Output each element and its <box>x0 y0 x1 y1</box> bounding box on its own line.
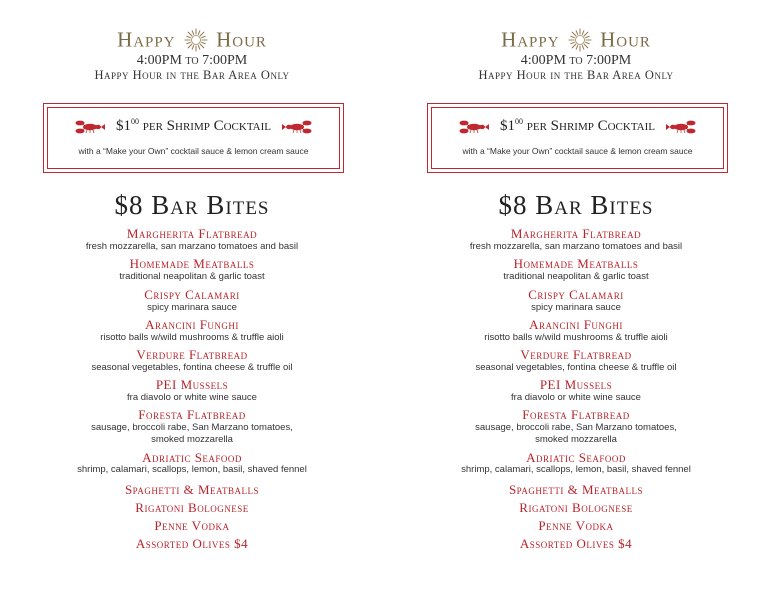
extra-item-name: Assorted Olives $4 <box>135 536 249 551</box>
shrimp-cocktail-label <box>116 118 271 134</box>
extra-item-name: Spaghetti & Meatballs <box>508 482 644 497</box>
extra-item-name: Assorted Olives $4 <box>519 536 633 551</box>
menu-panel-right <box>384 0 768 593</box>
menu-item-name: Crispy Calamari <box>528 287 624 302</box>
extra-item-name: Rigatoni Bolognese <box>135 500 249 515</box>
shrimp-label-text: per Shrimp Cocktail <box>526 118 655 135</box>
sun-ornament-icon <box>184 28 208 52</box>
happy-hour-area: Happy Hour in the Bar Area Only <box>94 68 290 82</box>
menu-item-description: spicy marinara sauce <box>147 302 237 313</box>
happy-hour-time: 4:00PM to 7:00PM <box>520 53 632 68</box>
menu-item-description: traditional neapolitan & garlic toast <box>119 271 265 282</box>
sun-ornament-icon <box>568 28 592 52</box>
shrimp-cocktail-box <box>43 103 344 173</box>
lobster-icon <box>74 117 106 135</box>
hour-word: Hour <box>216 27 267 52</box>
menu-item-name: Arancini Funghi <box>529 317 623 332</box>
happy-hour-title <box>384 26 768 53</box>
menu-item-description: shrimp, calamari, scallops, lemon, basil, shaved fennel <box>77 464 307 475</box>
shrimp-cocktail-box <box>427 103 728 173</box>
shrimp-cocktail-label <box>500 118 655 134</box>
menu-item-description: fresh mozzarella, san marzano tomatoes and basil <box>85 241 299 252</box>
extra-item-name: Rigatoni Bolognese <box>519 500 633 515</box>
menu-item-name: Homemade Meatballs <box>129 256 255 271</box>
happy-hour-area: Happy Hour in the Bar Area Only <box>478 68 674 82</box>
lobster-icon <box>281 117 313 135</box>
menu-item-description: fra diavolo or white wine sauce <box>511 392 641 403</box>
menu-item-description: spicy marinara sauce <box>531 302 621 313</box>
extra-item-name: Spaghetti & Meatballs <box>124 482 260 497</box>
menu-item-description: sausage, broccoli rabe, San Marzano tomatoes, <box>91 422 293 433</box>
happy-word: Happy <box>117 27 176 52</box>
menu-item-name: Adriatic Seafood <box>526 450 626 465</box>
menu-item-name: Verdure Flatbread <box>136 347 248 362</box>
lobster-icon <box>665 117 697 135</box>
menu-item-description: shrimp, calamari, scallops, lemon, basil, shaved fennel <box>461 464 691 475</box>
shrimp-row <box>44 117 343 135</box>
menu-item-name: Crispy Calamari <box>144 287 240 302</box>
menu-item-description: traditional neapolitan & garlic toast <box>503 271 649 282</box>
menu-item-description: smoked mozzarella <box>151 434 233 445</box>
menu-item-description: fra diavolo or white wine sauce <box>127 392 257 403</box>
shrimp-label-text: per Shrimp Cocktail <box>142 118 271 135</box>
menu-item-name: Foresta Flatbread <box>138 407 246 422</box>
menu-item-name: Homemade Meatballs <box>513 256 639 271</box>
menu-item-name: Margherita Flatbread <box>510 226 642 241</box>
bar-bites-title: $8 Bar Bites <box>114 190 270 220</box>
menu-item-name: PEI Mussels <box>155 377 229 392</box>
menu-item-description: seasonal vegetables, fontina cheese & truffle oil <box>475 362 677 373</box>
menu-item-description: fresh mozzarella, san marzano tomatoes and basil <box>469 241 683 252</box>
shrimp-price-cents: 00 <box>130 117 139 127</box>
menu-item-name: Foresta Flatbread <box>522 407 630 422</box>
menu-item-name: Arancini Funghi <box>145 317 239 332</box>
menu-item-description: risotto balls w/wild mushrooms & truffle aioli <box>484 332 668 343</box>
menu-item-description: smoked mozzarella <box>535 434 617 445</box>
menu-item-name: Margherita Flatbread <box>126 226 258 241</box>
menu-item-name: PEI Mussels <box>539 377 613 392</box>
shrimp-price: $1 <box>115 118 131 135</box>
happy-hour-title <box>0 26 384 53</box>
menu-item-description: sausage, broccoli rabe, San Marzano tomatoes, <box>475 422 677 433</box>
menu-item-description: risotto balls w/wild mushrooms & truffle aioli <box>100 332 284 343</box>
happy-hour-time: 4:00PM to 7:00PM <box>136 53 248 68</box>
shrimp-row <box>428 117 727 135</box>
happy-word: Happy <box>501 27 560 52</box>
extra-item-name: Penne Vodka <box>154 518 230 533</box>
menu-item-description: seasonal vegetables, fontina cheese & truffle oil <box>91 362 293 373</box>
bar-bites-title: $8 Bar Bites <box>498 190 654 220</box>
shrimp-price-cents: 00 <box>514 117 523 127</box>
menu-item-name: Adriatic Seafood <box>142 450 242 465</box>
shrimp-cocktail-description: with a “Make your Own” cocktail sauce & lemon cream sauce <box>462 146 693 156</box>
menu-item-name: Verdure Flatbread <box>520 347 632 362</box>
shrimp-cocktail-description: with a “Make your Own” cocktail sauce & lemon cream sauce <box>78 146 309 156</box>
hour-word: Hour <box>600 27 651 52</box>
extra-item-name: Penne Vodka <box>538 518 614 533</box>
lobster-icon <box>458 117 490 135</box>
shrimp-price: $1 <box>499 118 515 135</box>
